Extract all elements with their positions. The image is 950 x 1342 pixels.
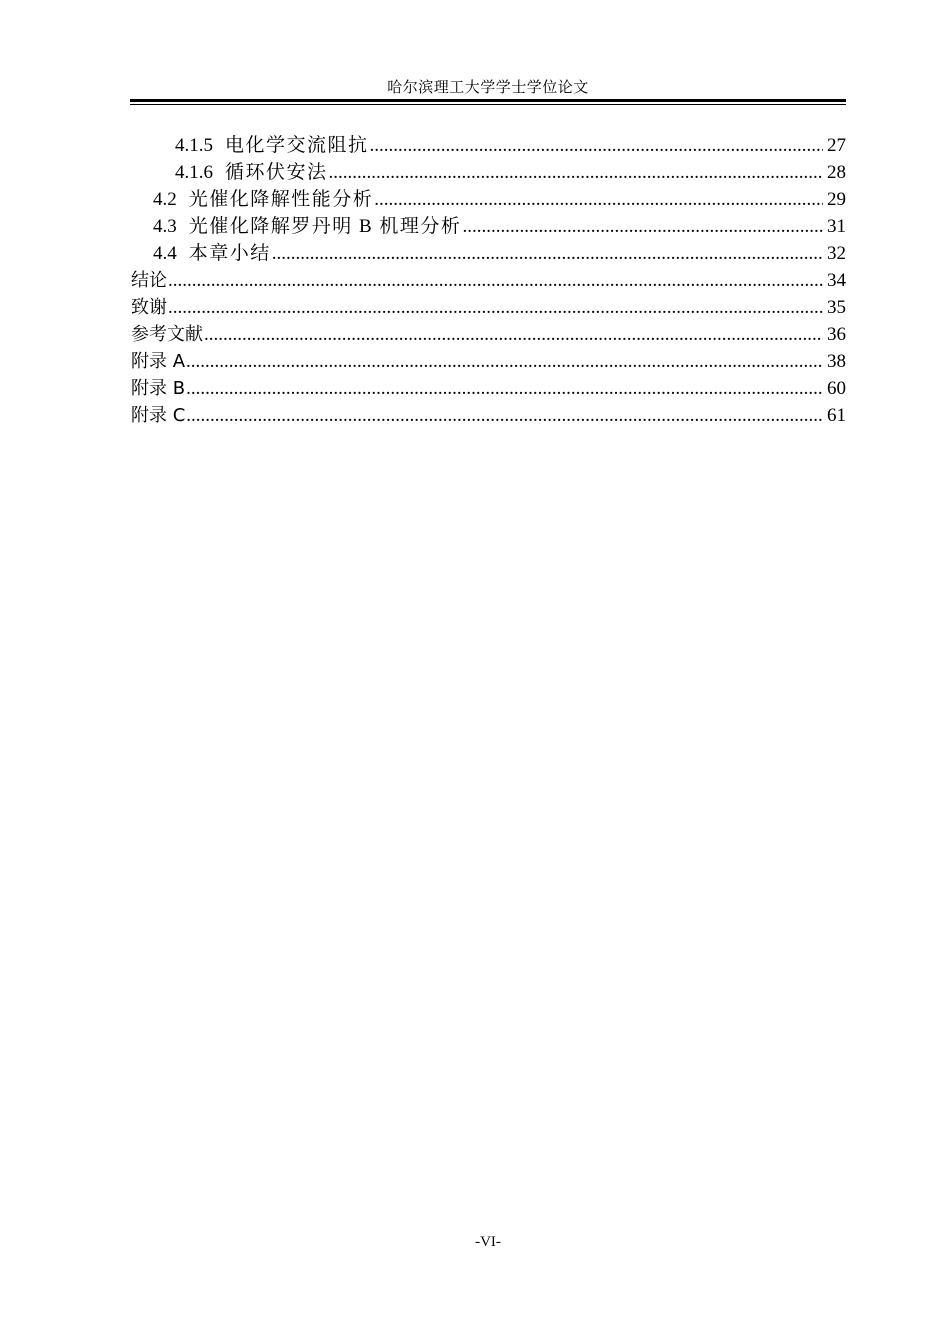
- toc-entry-title: 致谢: [131, 297, 167, 318]
- table-of-contents: [131, 132, 846, 429]
- toc-leader-dots: [374, 186, 823, 213]
- toc-entry-number: 4.2: [153, 189, 177, 210]
- page-number: -VI-: [475, 1234, 501, 1250]
- toc-entry-page: 36: [827, 324, 846, 345]
- toc-entry-4-4[interactable]: [131, 240, 846, 267]
- toc-entry-title: 结论: [131, 270, 167, 291]
- toc-entry-number: 4.1.5: [175, 135, 213, 156]
- toc-entry-page: 61: [827, 405, 846, 426]
- toc-entry-title: 光催化降解罗丹明 B 机理分析: [188, 216, 462, 237]
- toc-entry-appendix-a[interactable]: [131, 348, 846, 375]
- toc-entry-4-1-6[interactable]: [131, 159, 846, 186]
- page-header: 哈尔滨理工大学学士学位论文: [387, 80, 589, 96]
- toc-entry-4-2[interactable]: [131, 186, 846, 213]
- toc-entry-page: 35: [827, 297, 846, 318]
- toc-leader-dots: [272, 240, 823, 267]
- toc-leader-dots: [370, 132, 823, 159]
- toc-entry-title: 电化学交流阻抗: [225, 135, 369, 156]
- toc-entry-title: 附录 B: [131, 378, 186, 399]
- toc-leader-dots: [186, 402, 823, 429]
- toc-entry-page: 27: [827, 135, 846, 156]
- toc-entry-4-3[interactable]: [131, 213, 846, 240]
- toc-leader-dots: [204, 321, 823, 348]
- toc-entry-page: 32: [827, 243, 846, 264]
- toc-leader-dots: [186, 375, 823, 402]
- toc-entry-page: 31: [827, 216, 846, 237]
- toc-entry-page: 28: [827, 162, 846, 183]
- toc-entry-title: 附录 C: [131, 405, 186, 426]
- toc-entry-acknowledgement[interactable]: [131, 294, 846, 321]
- toc-entry-title: 本章小结: [188, 243, 271, 264]
- toc-entry-number: 4.1.6: [175, 162, 213, 183]
- header-rule: [130, 99, 846, 106]
- toc-entry-references[interactable]: [131, 321, 846, 348]
- header-rule-thick: [130, 99, 846, 102]
- toc-entry-title: 光催化降解性能分析: [188, 189, 374, 210]
- toc-entry-title: 循环伏安法: [225, 162, 328, 183]
- toc-entry-4-1-5[interactable]: [131, 132, 846, 159]
- toc-entry-number: 4.4: [153, 243, 177, 264]
- toc-leader-dots: [329, 159, 823, 186]
- toc-entry-page: 34: [827, 270, 846, 291]
- toc-leader-dots: [168, 294, 823, 321]
- toc-entry-number: 4.3: [153, 216, 177, 237]
- toc-leader-dots: [186, 348, 823, 375]
- toc-leader-dots: [462, 213, 823, 240]
- toc-entry-page: 38: [827, 351, 846, 372]
- header-rule-thin: [130, 104, 846, 105]
- toc-entry-title: 参考文献: [131, 324, 203, 345]
- toc-entry-title: 附录 A: [131, 351, 186, 372]
- toc-entry-page: 29: [827, 189, 846, 210]
- toc-entry-conclusion[interactable]: [131, 267, 846, 294]
- toc-entry-appendix-c[interactable]: [131, 402, 846, 429]
- toc-entry-page: 60: [827, 378, 846, 399]
- toc-leader-dots: [168, 267, 823, 294]
- toc-entry-appendix-b[interactable]: [131, 375, 846, 402]
